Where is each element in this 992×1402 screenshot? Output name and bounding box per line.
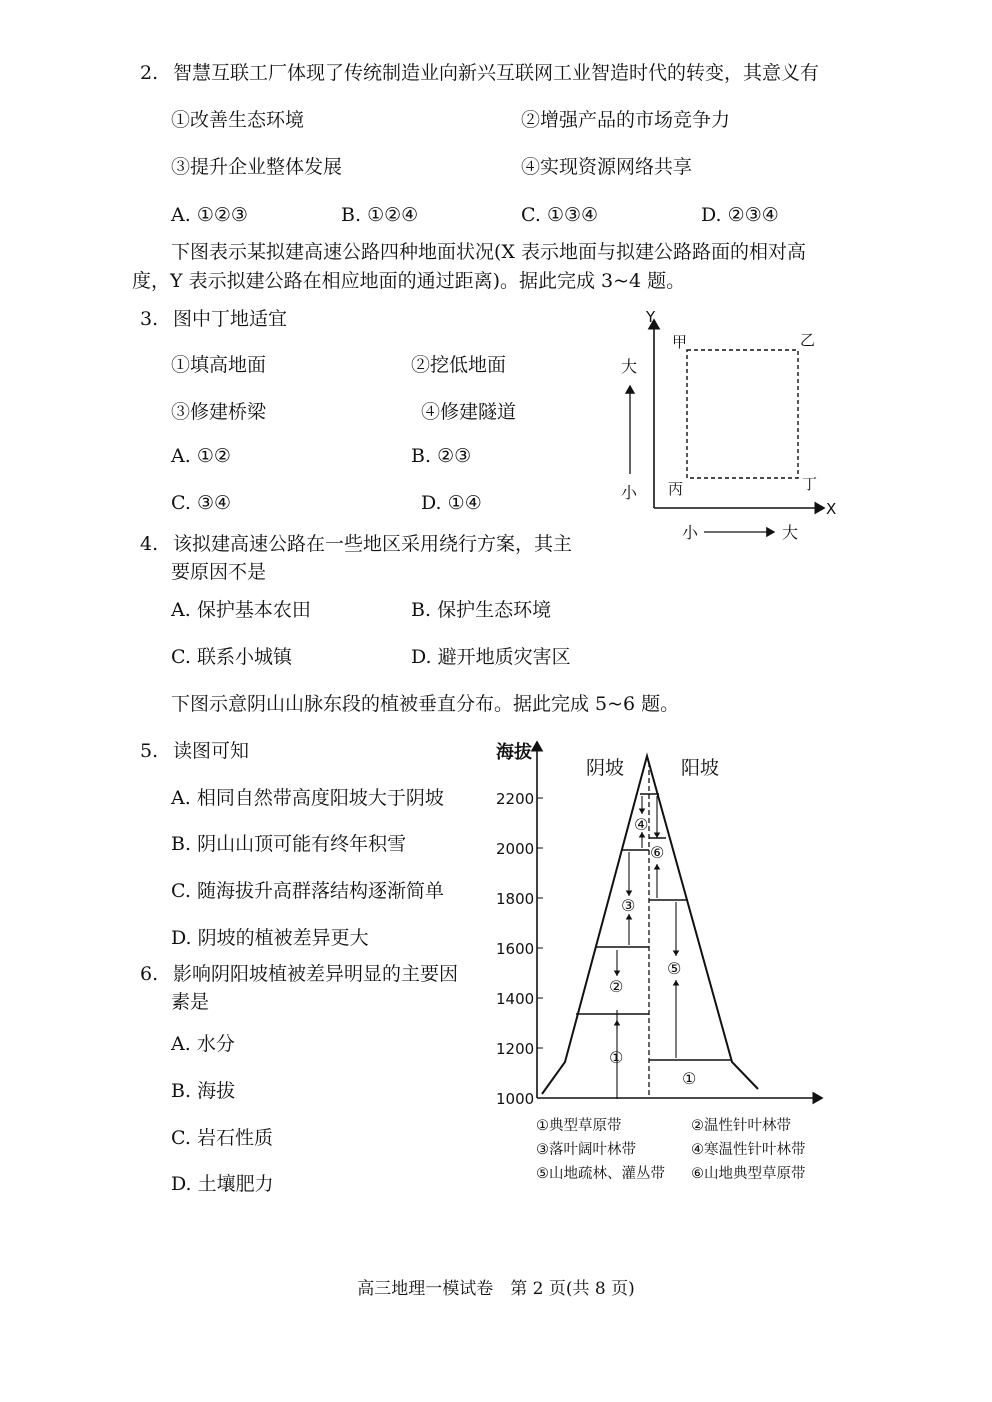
intro34-line1: 下图表示某拟建高速公路四种地面状况(X 表示地面与拟建公路路面的相对高 [171,241,806,263]
zone-mark-3: ③ [621,896,636,915]
altitude-label: 海拔 [496,742,532,763]
point-bing: 丙 [668,480,684,498]
q3-item-2: ②挖低地面 [411,354,507,376]
q4-option-b[interactable] [411,598,551,622]
q2-option-b[interactable] [341,203,418,227]
q6-option-d[interactable] [171,1172,274,1196]
tick-1800 [496,890,543,908]
q6-option-c[interactable] [171,1126,273,1150]
option-letter: D. [701,204,722,226]
q3-option-c[interactable] [171,491,231,515]
vegetation-zone-diagram [490,734,835,1194]
option-letter: C. [171,1127,191,1149]
intro34-line2: 度，Y 表示拟建公路在相应地面的通过距离)。据此完成 3~4 题。 [132,270,686,292]
option-letter: B. [171,1080,192,1102]
option-letter: B. [411,445,432,467]
option-text: 岩石性质 [196,1127,273,1149]
legend-3: ③落叶阔叶林带 [536,1142,636,1158]
q5-number: 5. [140,740,159,762]
y-axis-label: Y [646,308,656,326]
q4-option-c[interactable] [171,645,292,669]
tick-1400 [496,990,543,1008]
svg-text:2000: 2000 [496,840,535,858]
option-letter: A. [171,445,191,467]
q3-number: 3. [140,308,159,330]
option-letter: C. [171,880,191,902]
q5-option-c[interactable] [171,879,444,903]
x-axis-label: X [826,500,837,518]
q3-item-1: ①填高地面 [171,354,267,376]
option-text: 保护基本农田 [196,599,311,621]
option-text: 联系小城镇 [196,646,292,668]
zone-mark-4: ④ [634,815,649,834]
q2-option-a[interactable] [171,203,248,227]
y-big-label: 大 [621,357,638,376]
tick-1200 [496,1040,543,1058]
page-footer: 高三地理一模试卷 第 2 页(共 8 页) [357,1279,635,1299]
point-ding: 丁 [802,475,818,493]
option-letter: B. [341,204,362,226]
point-yi: 乙 [800,331,816,349]
option-text: 阴坡的植被差异更大 [197,927,369,949]
y-small-label: 小 [621,483,638,502]
zone-mark-2: ② [609,977,624,996]
q6-option-b[interactable] [171,1079,235,1103]
terrain-xy-diagram [612,306,852,551]
mountain-outline [542,756,758,1094]
zone-mark-1-shady: ① [609,1048,624,1067]
option-text: 避开地质灾害区 [437,646,571,668]
q2-option-c[interactable] [521,203,598,227]
option-text: ①③④ [546,204,599,226]
svg-text:1000: 1000 [496,1090,535,1108]
legend-1: ①典型草原带 [536,1118,622,1134]
svg-text:1200: 1200 [496,1040,535,1058]
q5-option-b[interactable] [171,832,406,856]
tick-2200 [496,790,543,808]
zone-mark-5: ⑤ [667,959,682,978]
option-text: 海拔 [197,1080,236,1102]
svg-text:1800: 1800 [496,890,535,908]
q3-item-3: ③修建桥梁 [171,401,267,423]
option-text: ②③④ [727,204,779,226]
option-letter: D. [421,492,442,514]
option-text: ①②③ [196,204,248,226]
q3-stem: 图中丁地适宜 [173,308,288,330]
option-letter: A. [171,1033,191,1055]
shady-slope-label: 阴坡 [586,757,625,779]
x-small-label: 小 [682,523,699,542]
q6-option-a[interactable] [171,1032,235,1056]
q5-stem: 读图可知 [173,740,250,762]
q4-option-d[interactable] [411,645,571,669]
tick-2000 [496,840,543,858]
intro56: 下图示意阴山山脉东段的植被垂直分布。据此完成 5~6 题。 [171,693,680,715]
dashed-rect [687,350,798,478]
option-text: ①② [196,445,231,467]
option-text: ①④ [447,492,482,514]
zone-mark-6: ⑥ [650,843,665,862]
q2-item-1: ①改善生态环境 [171,109,305,131]
q3-item-4: ④修建隧道 [421,401,517,423]
q2-option-d[interactable] [701,203,779,227]
q6-stem-line2: 素是 [171,991,210,1013]
q4-stem-line2: 要原因不是 [171,561,267,583]
option-letter: D. [171,927,192,949]
point-jia: 甲 [672,333,688,351]
option-letter: B. [411,599,432,621]
option-letter: D. [171,1173,192,1195]
zone-mark-1-sunny: ① [682,1069,697,1088]
q2-item-4: ④实现资源网络共享 [521,156,693,178]
legend-6: ⑥山地典型草原带 [691,1166,806,1182]
q3-option-a[interactable] [171,444,231,468]
option-letter: A. [171,204,191,226]
option-letter: A. [171,787,191,809]
option-letter: D. [411,646,432,668]
option-letter: B. [171,833,192,855]
sunny-slope-label: 阳坡 [681,757,720,779]
option-text: 保护生态环境 [437,599,552,621]
q4-stem-line1: 该拟建高速公路在一些地区采用绕行方案，其主 [173,533,573,555]
q3-option-d[interactable] [421,491,482,515]
x-big-label: 大 [782,523,799,542]
q3-option-b[interactable] [411,444,471,468]
q2-number: 2. [140,62,159,84]
option-text: 土壤肥力 [197,1173,274,1195]
q5-option-a[interactable] [171,786,444,810]
option-text: ③④ [196,492,232,514]
option-letter: A. [171,599,191,621]
q5-option-d[interactable] [171,926,369,950]
option-letter: C. [171,646,191,668]
option-text: 阴山山顶可能有终年积雪 [197,833,407,855]
svg-text:1400: 1400 [496,990,535,1008]
option-text: 随海拔升高群落结构逐渐简单 [196,880,444,902]
tick-1600 [496,940,543,958]
legend-2: ②温性针叶林带 [691,1118,791,1134]
q6-number: 6. [140,963,159,985]
tick-1000 [496,1090,534,1108]
svg-text:2200: 2200 [496,790,535,808]
svg-text:1600: 1600 [496,940,535,958]
q6-stem-line1: 影响阴阳坡植被差异明显的主要因 [173,963,459,985]
option-letter: C. [521,204,541,226]
legend-4: ④寒温性针叶林带 [691,1142,806,1158]
option-letter: C. [171,492,191,514]
option-text: 相同自然带高度阳坡大于阴坡 [196,787,444,809]
q2-item-3: ③提升企业整体发展 [171,156,343,178]
q2-stem: 智慧互联工厂体现了传统制造业向新兴互联网工业智造时代的转变，其意义有 [173,62,820,84]
legend-5: ⑤山地疏林、灌丛带 [536,1166,665,1182]
option-text: ①②④ [367,204,419,226]
option-text: ②③ [437,445,472,467]
q4-number: 4. [140,533,159,555]
q4-option-a[interactable] [171,598,311,622]
option-text: 水分 [196,1033,235,1055]
q2-item-2: ②增强产品的市场竞争力 [521,109,731,131]
